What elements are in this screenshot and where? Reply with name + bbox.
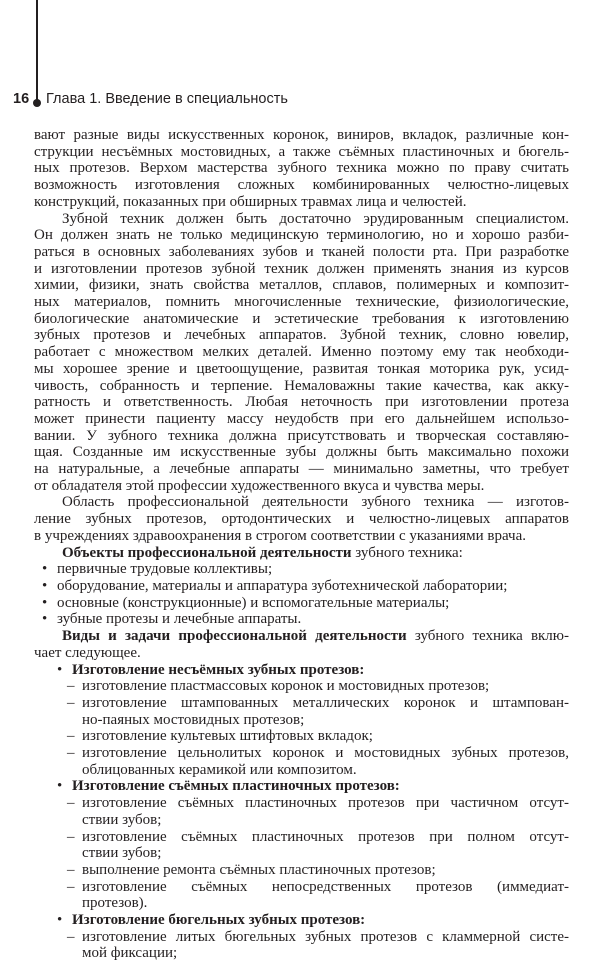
text-line: может принести пациенту массу неудобств при его дальнейшем использо- [34,410,569,427]
text-line: ратность и ответственность. Любая неточность при изготовлении протеза [34,394,569,411]
text-line: от обладателя этой профессии художественного вкуса и чувства меры. [34,477,485,494]
list-item [34,929,569,962]
objects-rest: зубного техника: [351,544,463,561]
section-2-items [34,795,569,912]
paragraph-3 [34,494,569,544]
sections-list [34,662,569,679]
sections-list [34,912,569,929]
page-number: 16 [13,91,30,107]
text-line: – изготовление штампованных металлических коронок и штампован- [82,694,569,711]
text-line: – изготовление съёмных пластиночных протезов при частичном отсут- [82,795,569,812]
text-line: конструкций, показанных при обширных травмах лица и челюстей. [34,193,467,210]
text-line: облицованных керамикой или композитом. [82,761,357,778]
section-title: Изготовление несъёмных зубных протезов: [72,661,365,678]
text-line: возможность изготовления сложных комбинированных челюстно-лицевых [34,177,569,194]
chapter-title: Глава 1. Введение в специальность [46,91,288,107]
text-line: – изготовление съёмных пластиночных протезов при полном отсут- [82,828,569,845]
paragraph-1 [34,127,569,211]
list-item [34,745,569,778]
text-line: чает следующее. [34,644,141,661]
text-line: струкции несъёмных мостовидных, а также съёмных пластиночных и бюгель- [34,143,569,160]
text-line: химии, физики, знать свойства металлов, сплавов, полимерных и композит- [34,277,569,294]
list-item [34,879,569,912]
text-line: биологические анатомические и эстетические требования к изготовлению [34,310,569,327]
text-line: Зубной техник должен быть достаточно эрудированным специалистом. [62,210,569,227]
text-line: щая. Созданные им искусственные зубы должны быть максимально похожи [34,444,569,461]
list-item [34,862,569,879]
objects-list [34,561,569,628]
text-line: чивость, собранность и терпение. Немаловажны такие качества, как акку- [34,377,569,394]
body-text [34,127,569,962]
list-item [34,829,569,862]
tasks-bold: Виды и задачи профессиональной деятельности [62,628,407,645]
section-title: Изготовление съёмных пластиночных протезов: [72,778,400,795]
sections-list [34,778,569,795]
text-line: на натуральные, а лечебные аппараты — минимально заметны, что требует [34,461,569,478]
text-line [34,628,569,645]
section-3-items [34,929,569,962]
text-line: ствии зубов; [82,845,162,862]
section-item [34,662,569,679]
text-line: Он должен знать не только медицинскую терминологию, но и хорошо разби- [34,227,569,244]
text-line: раться в основных заболеваниях зубов и тканей полости рта. При разработке [34,243,569,260]
list-item: • первичные трудовые коллективы; [34,561,569,578]
list-item: • зубные протезы и лечебные аппараты. [34,611,569,628]
vertical-rule [36,0,38,102]
text-line: и изготовлении протезов зубной техник должен применять знания из курсов [34,260,569,277]
text-line: – изготовление пластмассовых коронок и мостовидных протезов; [82,678,490,695]
objects-heading [34,545,569,562]
text-line: – изготовление культевых штифтовых вкладок; [82,728,373,745]
text-line: в учреждениях здравоохранения в строгом соответствии с указаниями врача. [34,527,526,544]
list-item [34,695,569,728]
text-line: мы хорошее зрение и цветоощущение, развитая тонкая моторика рук, усид- [34,360,569,377]
tasks-heading [34,628,569,661]
text-line: – изготовление съёмных непосредственных протезов (иммедиат- [82,878,569,895]
text-line: мой фиксации; [82,945,178,962]
text-line: – изготовление цельнолитых коронок и мостовидных зубных протезов, [82,745,569,762]
section-title: Изготовление бюгельных зубных протезов: [72,912,366,929]
list-item [34,795,569,828]
text-line: – изготовление литых бюгельных зубных протезов с кламмерной систе- [82,928,569,945]
list-item: • оборудование, материалы и аппаратура зуботехнической лаборатории; [34,578,569,595]
text-line: ных материалов, помнить многочисленные технические, физиологические, [34,294,569,311]
section-item [34,912,569,929]
list-item [34,728,569,745]
text-line: – выполнение ремонта съёмных пластиночных протезов; [82,861,436,878]
running-header [13,89,560,109]
section-item [34,778,569,795]
text-line: но-паяных мостовидных протезов; [82,711,305,728]
text-line: ление зубных протезов, ортодонтических и челюстно-лицевых аппаратов [34,511,569,528]
objects-bold: Объекты профессиональной деятельности [62,544,352,561]
text-line: работает с множеством мелких деталей. Именно поэтому ему так необходи- [34,344,569,361]
list-item: • основные (конструкционные) и вспомогательные материалы; [34,595,569,612]
text-line: ных протезов. Верхом мастерства зубного техника можно по праву считать [34,160,569,177]
text-line: ствии зубов; [82,811,162,828]
text-line: протезов). [82,895,148,912]
tasks-rest: зубного техника вклю- [406,628,569,645]
list-item [34,678,569,695]
text-line: зубных протезов и лечебных аппаратов. Зубной техник, словно ювелир, [34,327,569,344]
section-1-items [34,678,569,778]
text-line: вании. У зубного техника должна присутствовать и творческая составляю- [34,427,569,444]
text-line: вают разные виды искусственных коронок, виниров, вкладок, различные кон- [34,127,569,143]
paragraph-2 [34,211,569,495]
text-line: Область профессиональной деятельности зубного техника — изготов- [62,494,569,511]
